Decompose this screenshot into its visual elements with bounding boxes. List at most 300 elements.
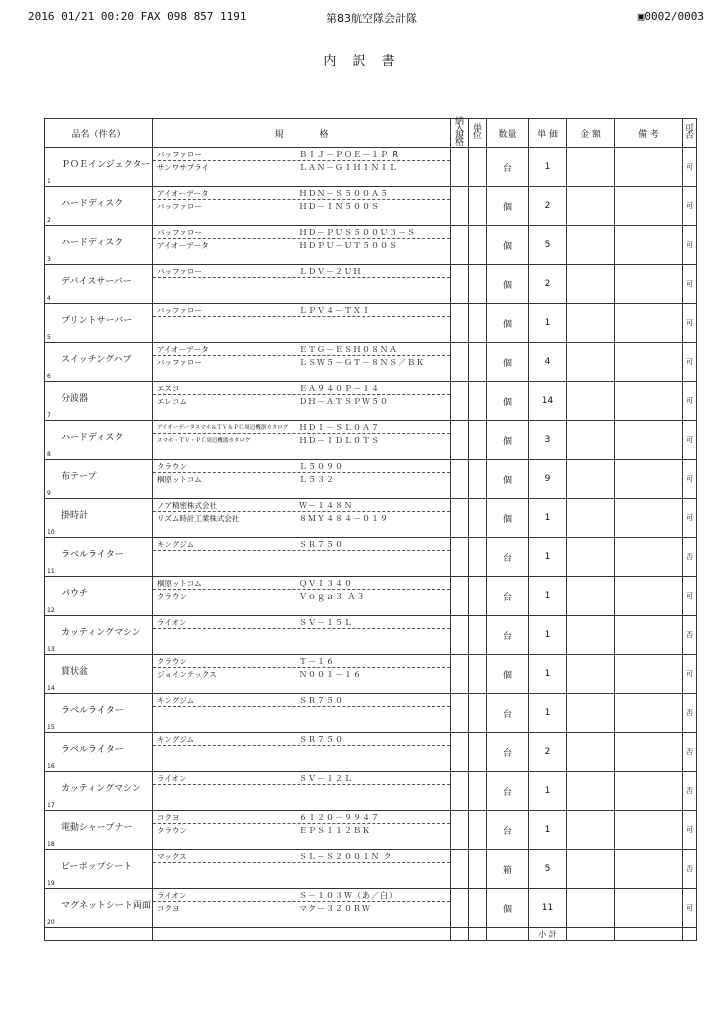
item-name-cell xyxy=(45,616,153,655)
remarks-cell xyxy=(615,538,683,577)
item-name: カッティングマシン xyxy=(61,784,141,794)
row-number: 17 xyxy=(47,802,55,809)
col-amount: 金 額 xyxy=(567,119,615,148)
amount-cell xyxy=(567,304,615,343)
table-row xyxy=(45,538,697,577)
remarks-cell xyxy=(615,850,683,889)
nonyu2-cell xyxy=(469,811,487,850)
unit-cell: 個 xyxy=(487,499,529,538)
item-name-cell xyxy=(45,421,153,460)
nonyu2-cell xyxy=(469,889,487,928)
table-row xyxy=(45,655,697,694)
unit-cell: 個 xyxy=(487,421,529,460)
spec-maker: キングジム xyxy=(157,735,194,744)
remarks-cell xyxy=(615,694,683,733)
unit-cell: 台 xyxy=(487,148,529,187)
spec-cell xyxy=(153,499,451,538)
spec-maker: アイオーデータ xyxy=(157,241,209,250)
spec-line xyxy=(153,577,450,590)
spec-maker: ジョインテックス xyxy=(157,670,217,679)
spec-line xyxy=(153,785,450,797)
spec-maker: アイオーデータスマホ＆ＴＶ＆ＰＣ周辺機器カタログ xyxy=(157,425,289,431)
spec-model: ＳＬ－Ｓ２００１Ｎ ク xyxy=(299,852,393,861)
spec-maker: バッファロー xyxy=(157,306,202,315)
ok-cell: 可 xyxy=(683,655,697,694)
qty-cell: 1 xyxy=(529,148,567,187)
amount-cell xyxy=(567,694,615,733)
spec-model: ６１２０－９９４７ xyxy=(299,813,380,822)
header-row xyxy=(45,119,697,148)
spec-line xyxy=(153,824,450,836)
nonyu2-cell xyxy=(469,304,487,343)
spec-maker: アイオーデータ xyxy=(157,189,209,198)
spec-maker: キングジム xyxy=(157,540,194,549)
spec-line xyxy=(153,265,450,278)
item-name-cell xyxy=(45,382,153,421)
amount-cell xyxy=(567,733,615,772)
item-name: 布テープ xyxy=(61,472,97,482)
nonyu-cell xyxy=(451,850,469,889)
spec-maker: ライオン xyxy=(157,774,187,783)
amount-cell xyxy=(567,538,615,577)
nonyu2-cell xyxy=(469,421,487,460)
spec-line xyxy=(153,278,450,290)
amount-cell xyxy=(567,811,615,850)
spec-model: ＬＰＶ４－ＴＸＩ xyxy=(299,306,371,315)
unit-cell: 個 xyxy=(487,343,529,382)
spec-maker: ライオン xyxy=(157,618,187,627)
item-name: パウチ xyxy=(61,589,89,599)
unit-cell: 台 xyxy=(487,694,529,733)
item-name-cell xyxy=(45,148,153,187)
unit-cell: 台 xyxy=(487,616,529,655)
amount-cell xyxy=(567,382,615,421)
spec-line xyxy=(153,616,450,629)
nonyu2-cell xyxy=(469,226,487,265)
spec-cell xyxy=(153,577,451,616)
spec-model: ＱＶＩ３４０ xyxy=(299,579,353,588)
spec-maker: ライオン xyxy=(157,891,187,900)
ok-cell: 可 xyxy=(683,343,697,382)
spec-line xyxy=(153,460,450,473)
item-name-cell xyxy=(45,499,153,538)
row-number: 15 xyxy=(47,724,55,731)
row-number: 9 xyxy=(47,490,51,497)
item-name-cell xyxy=(45,577,153,616)
row-number: 20 xyxy=(47,919,55,926)
nonyu-cell xyxy=(451,499,469,538)
nonyu-cell xyxy=(451,694,469,733)
spec-cell xyxy=(153,304,451,343)
item-name: カッティングマシン xyxy=(61,628,141,638)
qty-cell: 14 xyxy=(529,382,567,421)
spec-model: ＨＤ－ＰＵＳ５００Ｕ３－Ｓ xyxy=(299,228,416,237)
spec-model: ＨＤＩ－ＳＬ０Ａ７ xyxy=(299,423,380,432)
nonyu-cell xyxy=(451,889,469,928)
qty-cell: 1 xyxy=(529,694,567,733)
table-row xyxy=(45,343,697,382)
qty-cell: 5 xyxy=(529,850,567,889)
nonyu2-cell xyxy=(469,265,487,304)
row-number: 1 xyxy=(47,178,51,185)
row-number: 6 xyxy=(47,373,51,380)
nonyu2-cell xyxy=(469,577,487,616)
spec-maker: バッファロー xyxy=(157,228,202,237)
spec-line xyxy=(153,811,450,824)
spec-model: Ｗ－１４８Ｎ xyxy=(299,501,353,510)
spec-cell xyxy=(153,889,451,928)
spec-maker: バッファロー xyxy=(157,202,202,211)
nonyu-cell xyxy=(451,616,469,655)
item-name-cell xyxy=(45,343,153,382)
table-row xyxy=(45,265,697,304)
nonyu-cell xyxy=(451,811,469,850)
nonyu2-cell xyxy=(469,655,487,694)
row-number: 10 xyxy=(47,529,55,536)
amount-cell xyxy=(567,148,615,187)
amount-cell xyxy=(567,499,615,538)
spec-line xyxy=(153,733,450,746)
amount-cell xyxy=(567,577,615,616)
fax-header-right: ▣0002/0003 xyxy=(637,10,704,23)
qty-cell: 5 xyxy=(529,226,567,265)
spec-line xyxy=(153,356,450,368)
item-name-cell xyxy=(45,538,153,577)
row-number: 12 xyxy=(47,607,55,614)
unit-cell: 台 xyxy=(487,733,529,772)
table-row xyxy=(45,304,697,343)
amount-cell xyxy=(567,889,615,928)
nonyu-cell xyxy=(451,265,469,304)
subtotal-amount xyxy=(567,928,615,941)
unit-cell: 個 xyxy=(487,382,529,421)
spec-maker: バッファロー xyxy=(157,358,202,367)
remarks-cell xyxy=(615,499,683,538)
spec-maker: スマホ・ＴＶ・ＰＣ周辺機器カタログ xyxy=(157,438,251,444)
qty-cell: 1 xyxy=(529,811,567,850)
table-row xyxy=(45,460,697,499)
spec-cell xyxy=(153,694,451,733)
spec-maker: エスコ xyxy=(157,384,180,393)
remarks-cell xyxy=(615,733,683,772)
spec-cell xyxy=(153,616,451,655)
item-name-cell xyxy=(45,850,153,889)
ok-cell: 否 xyxy=(683,694,697,733)
spec-line xyxy=(153,499,450,512)
item-name: ハードディスク xyxy=(61,199,124,209)
amount-cell xyxy=(567,772,615,811)
item-name-cell xyxy=(45,304,153,343)
nonyu2-cell xyxy=(469,382,487,421)
spec-cell xyxy=(153,226,451,265)
spec-maker: 桐原ットコム xyxy=(157,579,202,588)
nonyu-cell xyxy=(451,382,469,421)
qty-cell: 2 xyxy=(529,265,567,304)
unit-cell: 個 xyxy=(487,304,529,343)
spec-line xyxy=(153,889,450,902)
remarks-cell xyxy=(615,148,683,187)
remarks-cell xyxy=(615,382,683,421)
row-number: 3 xyxy=(47,256,51,263)
ok-cell: 否 xyxy=(683,538,697,577)
nonyu2-cell xyxy=(469,538,487,577)
remarks-cell xyxy=(615,655,683,694)
nonyu2-cell xyxy=(469,850,487,889)
fax-header-center: 第83航空隊会計隊 xyxy=(326,12,417,25)
qty-cell: 1 xyxy=(529,655,567,694)
spec-model: ＨＤ－ＩＮ５００Ｓ xyxy=(299,202,380,211)
item-name: ラベルライター xyxy=(61,745,124,755)
item-name-cell xyxy=(45,226,153,265)
spec-line xyxy=(153,395,450,407)
spec-maker: バッファロー xyxy=(157,150,202,159)
amount-cell xyxy=(567,655,615,694)
remarks-cell xyxy=(615,616,683,655)
spec-maker: クラウン xyxy=(157,592,187,601)
remarks-cell xyxy=(615,226,683,265)
item-name: ＰＯＥインジェクター xyxy=(61,160,151,170)
spec-maker: ノア精密株式会社 xyxy=(157,501,217,510)
spec-model: ＳＲ７５０ xyxy=(299,540,344,549)
row-number: 11 xyxy=(47,568,55,575)
table-row xyxy=(45,421,697,460)
nonyu2-cell xyxy=(469,616,487,655)
spec-maker: リズム時計工業株式会社 xyxy=(157,514,240,523)
item-name-cell xyxy=(45,655,153,694)
row-number: 8 xyxy=(47,451,51,458)
spec-cell xyxy=(153,421,451,460)
remarks-cell xyxy=(615,343,683,382)
table-row xyxy=(45,577,697,616)
spec-line xyxy=(153,694,450,707)
spec-model: ＳＶ－１５Ｌ xyxy=(299,618,353,627)
spec-line xyxy=(153,902,450,914)
spec-line xyxy=(153,746,450,758)
nonyu2-cell xyxy=(469,148,487,187)
remarks-cell xyxy=(615,772,683,811)
row-number: 13 xyxy=(47,646,55,653)
nonyu2-cell xyxy=(469,733,487,772)
ok-cell: 可 xyxy=(683,187,697,226)
spec-model: Ｔ－１６ xyxy=(299,657,335,666)
nonyu-cell xyxy=(451,421,469,460)
spec-line xyxy=(153,200,450,212)
spec-cell xyxy=(153,538,451,577)
col-nonyu-kikaku: 納入規格 xyxy=(451,119,469,148)
unit-cell: 台 xyxy=(487,811,529,850)
spec-model: ＨＤ－ＩＤＬ０ＴＳ xyxy=(299,436,380,445)
table-row xyxy=(45,226,697,265)
unit-cell: 個 xyxy=(487,265,529,304)
nonyu-cell xyxy=(451,577,469,616)
remarks-cell xyxy=(615,889,683,928)
spec-maker: エレコム xyxy=(157,397,187,406)
amount-cell xyxy=(567,187,615,226)
nonyu-cell xyxy=(451,187,469,226)
row-number: 7 xyxy=(47,412,51,419)
spec-cell xyxy=(153,343,451,382)
spec-maker: クラウン xyxy=(157,826,187,835)
table-row xyxy=(45,733,697,772)
unit-cell: 台 xyxy=(487,577,529,616)
nonyu-cell xyxy=(451,733,469,772)
remarks-cell xyxy=(615,811,683,850)
spec-model: ＥＡ９４０Ｐ－１４ xyxy=(299,384,380,393)
nonyu-cell xyxy=(451,538,469,577)
nonyu-cell xyxy=(451,343,469,382)
table-row xyxy=(45,694,697,733)
nonyu-cell xyxy=(451,772,469,811)
qty-cell: 9 xyxy=(529,460,567,499)
col-ok: 可否 xyxy=(683,119,697,148)
ok-cell: 否 xyxy=(683,616,697,655)
ok-cell: 否 xyxy=(683,772,697,811)
spec-model: ＥＴＧ－ＥＳＨ０８ＮＡ xyxy=(299,345,398,354)
fax-header xyxy=(0,10,724,26)
spec-line xyxy=(153,304,450,317)
spec-line xyxy=(153,343,450,356)
spec-model: ＳＲ７５０ xyxy=(299,735,344,744)
item-name: プリントサーバー xyxy=(61,316,133,326)
spec-maker: コクヨ xyxy=(157,904,180,913)
remarks-cell xyxy=(615,187,683,226)
item-name-cell xyxy=(45,811,153,850)
unit-cell: 個 xyxy=(487,226,529,265)
subtotal-row xyxy=(45,928,697,941)
nonyu-cell xyxy=(451,226,469,265)
spec-line xyxy=(153,655,450,668)
subtotal-label: 小 計 xyxy=(529,928,567,941)
ok-cell: 可 xyxy=(683,382,697,421)
amount-cell xyxy=(567,460,615,499)
table-row xyxy=(45,187,697,226)
spec-line xyxy=(153,317,450,329)
spec-cell xyxy=(153,187,451,226)
ok-cell: 可 xyxy=(683,499,697,538)
nonyu2-cell xyxy=(469,772,487,811)
spec-line xyxy=(153,850,450,863)
table-row xyxy=(45,772,697,811)
spec-cell xyxy=(153,460,451,499)
item-name: スイッチングハブ xyxy=(61,355,132,365)
row-number: 18 xyxy=(47,841,55,848)
spec-model: ＬＡＮ－ＧＩＨＩＮＩＬ xyxy=(299,163,398,172)
qty-cell: 11 xyxy=(529,889,567,928)
col-remarks: 備 考 xyxy=(615,119,683,148)
item-name: ハードディスク xyxy=(61,238,124,248)
spec-cell xyxy=(153,811,451,850)
spec-line xyxy=(153,590,450,602)
spec-model: ＬＳＷ５－ＧＴ－８ＮＳ／ＢＫ xyxy=(299,358,425,367)
qty-cell: 1 xyxy=(529,538,567,577)
amount-cell xyxy=(567,265,615,304)
spec-line xyxy=(153,226,450,239)
table-row xyxy=(45,811,697,850)
ok-cell: 可 xyxy=(683,889,697,928)
amount-cell xyxy=(567,226,615,265)
col-qty: 数量 xyxy=(487,119,529,148)
unit-cell: 個 xyxy=(487,655,529,694)
item-name: 掛時計 xyxy=(61,511,89,521)
unit-cell: 個 xyxy=(487,889,529,928)
unit-cell: 箱 xyxy=(487,850,529,889)
spec-cell xyxy=(153,772,451,811)
spec-maker: 桐原ットコム xyxy=(157,475,202,484)
spec-maker: コクヨ xyxy=(157,813,180,822)
spec-line xyxy=(153,434,450,446)
unit-cell: 個 xyxy=(487,187,529,226)
unit-cell: 台 xyxy=(487,772,529,811)
spec-cell xyxy=(153,382,451,421)
spec-model: ＤＨ－ＡＴＳＰＷ５０ xyxy=(299,397,389,406)
spec-model: Ｖｏｇａ３ Ａ３ xyxy=(299,592,366,601)
item-name: デバイスサーバー xyxy=(61,277,132,287)
ok-cell: 可 xyxy=(683,148,697,187)
spec-line xyxy=(153,421,450,434)
spec-cell xyxy=(153,265,451,304)
ok-cell: 可 xyxy=(683,226,697,265)
item-name-cell xyxy=(45,772,153,811)
row-number: 2 xyxy=(47,217,51,224)
spec-cell xyxy=(153,148,451,187)
remarks-cell xyxy=(615,304,683,343)
item-name: ハードディスク xyxy=(61,433,124,443)
qty-cell: 1 xyxy=(529,499,567,538)
ok-cell: 可 xyxy=(683,577,697,616)
spec-line xyxy=(153,148,450,161)
item-name: 電動シャープナー xyxy=(61,823,133,833)
qty-cell: 1 xyxy=(529,772,567,811)
qty-cell: 1 xyxy=(529,577,567,616)
document-title: 内 訳 書 xyxy=(323,54,401,69)
ok-cell: 可 xyxy=(683,421,697,460)
nonyu2-cell xyxy=(469,694,487,733)
spec-cell xyxy=(153,850,451,889)
nonyu-cell xyxy=(451,460,469,499)
spec-maker: クラウン xyxy=(157,657,187,666)
col-name: 品名（件名） xyxy=(45,119,153,148)
ok-cell: 可 xyxy=(683,811,697,850)
spec-model: ＳＲ７５０ xyxy=(299,696,344,705)
spec-line xyxy=(153,187,450,200)
col-price: 単 価 xyxy=(529,119,567,148)
qty-cell: 3 xyxy=(529,421,567,460)
remarks-cell xyxy=(615,421,683,460)
item-name: マグネットシート両面 xyxy=(61,901,151,911)
spec-maker: クラウン xyxy=(157,462,187,471)
spec-model: ＨＤＰＵ－ＵＴ５００Ｓ xyxy=(299,241,398,250)
spec-model: マク－３２０ＲＷ xyxy=(299,904,371,913)
nonyu2-cell xyxy=(469,187,487,226)
amount-cell xyxy=(567,421,615,460)
spec-cell xyxy=(153,733,451,772)
item-name-cell xyxy=(45,187,153,226)
row-number: 5 xyxy=(47,334,51,341)
amount-cell xyxy=(567,616,615,655)
item-name-cell xyxy=(45,460,153,499)
table-row xyxy=(45,889,697,928)
unit-cell: 台 xyxy=(487,538,529,577)
spec-cell xyxy=(153,655,451,694)
remarks-cell xyxy=(615,577,683,616)
ok-cell: 可 xyxy=(683,460,697,499)
nonyu2-cell xyxy=(469,499,487,538)
spec-line xyxy=(153,473,450,485)
amount-cell xyxy=(567,850,615,889)
spec-line xyxy=(153,629,450,641)
amount-cell xyxy=(567,343,615,382)
table-row xyxy=(45,382,697,421)
